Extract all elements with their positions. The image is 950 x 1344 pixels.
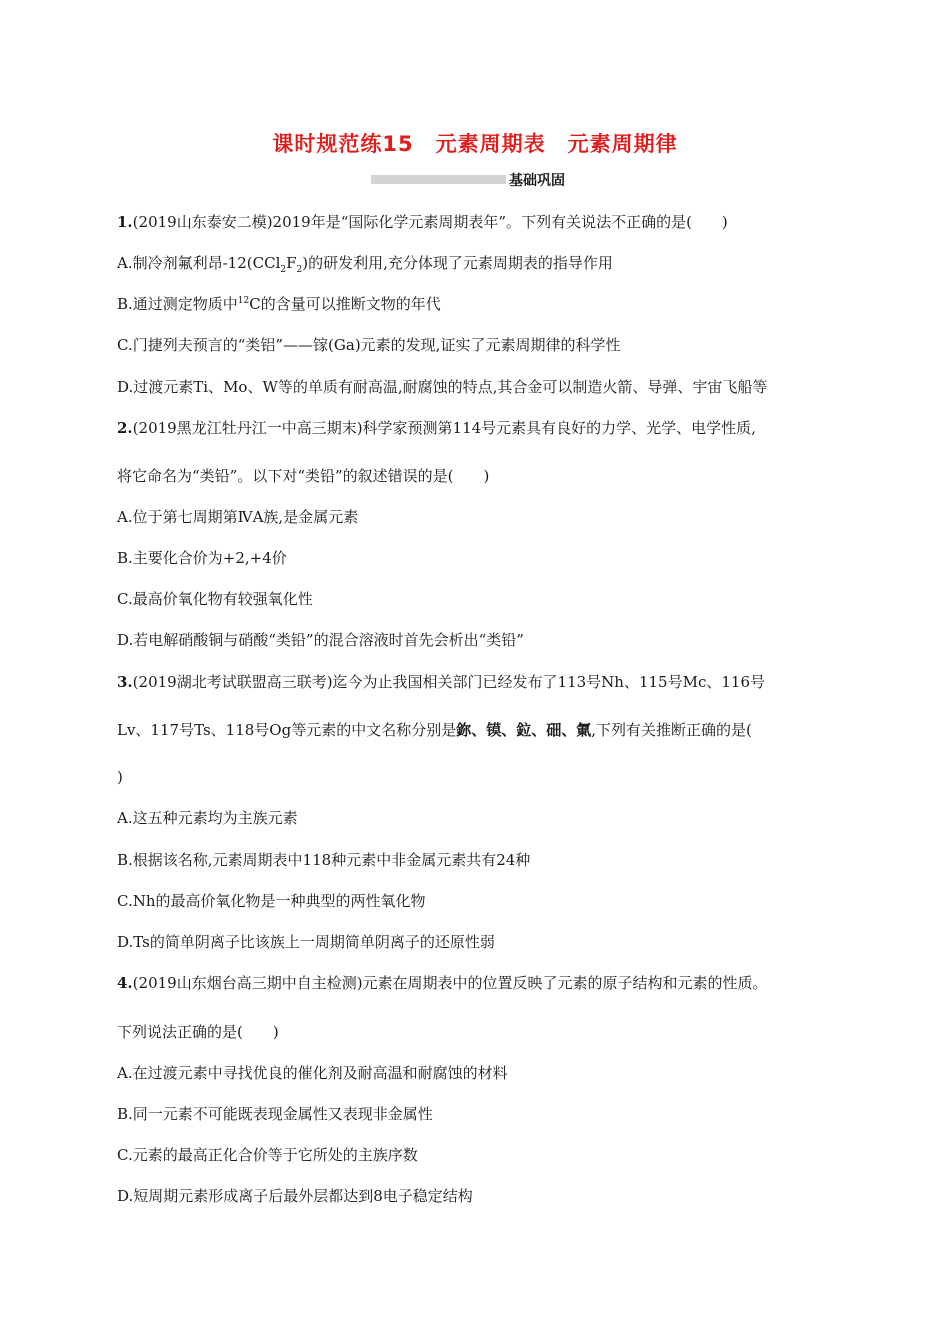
- question-2-text: (2019黑龙江牡丹江一中高三期末)科学家预测第114号元素具有良好的力学、光学、电学性质,: [132, 419, 756, 437]
- question-4-number: 4.: [117, 974, 133, 992]
- subscript: 2: [296, 265, 303, 275]
- section-divider-bar: [371, 175, 506, 184]
- question-1-stem: [117, 212, 728, 232]
- question-4-option-c: C.元素的最高正化合价等于它所处的主族序数: [117, 1146, 418, 1164]
- question-2-option-a: A.位于第七周期第ⅣA族,是金属元素: [117, 508, 359, 526]
- question-2-number: 2.: [117, 419, 133, 437]
- question-3-stem-line2: [117, 720, 752, 740]
- question-3-number: 3.: [117, 673, 133, 691]
- question-4-option-a: A.在过渡元素中寻找优良的催化剂及耐高温和耐腐蚀的材料: [117, 1064, 508, 1082]
- question-4-stem: [117, 973, 768, 993]
- question-4-text: (2019山东烟台高三期中自主检测)元素在周期表中的位置反映了元素的原子结构和元素的性质。: [132, 974, 768, 992]
- option-text: )的研发利用,充分体现了元素周期表的指导作用: [302, 254, 613, 272]
- option-text: A.制冷剂氟利昂-12(CCl: [117, 254, 281, 272]
- option-text: F: [286, 254, 297, 272]
- option-text: B.通过测定物质中: [117, 295, 238, 313]
- question-3-text: Lv、117号Ts、118号Og等元素的中文名称分别是: [117, 721, 457, 739]
- question-3-text: (2019湖北考试联盟高三联考)迄今为止我国相关部门已经发布了113号Nh、115号Mc、116号: [132, 673, 765, 691]
- question-2-option-b: B.主要化合价为+2,+4价: [117, 549, 287, 567]
- question-3-text: ,下列有关推断正确的是(: [591, 721, 752, 739]
- question-2-stem-line2: 将它命名为“类铅”。以下对“类铅”的叙述错误的是( ): [117, 467, 490, 485]
- question-2-stem: [117, 418, 756, 438]
- subscript: 2: [280, 265, 287, 275]
- question-3-stem-line3: ): [117, 768, 123, 786]
- question-3-stem: [117, 672, 765, 692]
- question-1-option-a: [117, 253, 613, 273]
- question-1-number: 1.: [117, 213, 133, 231]
- question-1-text: (2019山东泰安二模)2019年是“国际化学元素周期表年”。下列有关说法不正确的是( ): [132, 213, 728, 231]
- section-heading: 基础巩固: [509, 173, 565, 189]
- question-4-option-b: B.同一元素不可能既表现金属性又表现非金属性: [117, 1105, 433, 1123]
- page-title: 课时规范练15 元素周期表 元素周期律: [272, 132, 678, 156]
- question-3-option-c: C.Nh的最高价氧化物是一种典型的两性氧化物: [117, 892, 426, 910]
- question-3-option-a: A.这五种元素均为主族元素: [117, 809, 298, 827]
- question-4-stem-line2: 下列说法正确的是( ): [117, 1023, 279, 1041]
- question-1-option-d: D.过渡元素Ti、Mo、W等的单质有耐高温,耐腐蚀的特点,其合金可以制造火箭、导弹、宇宙飞船等: [117, 378, 768, 396]
- question-3-option-d: D.Ts的简单阴离子比该族上一周期简单阴离子的还原性弱: [117, 933, 495, 951]
- superscript: 12: [237, 296, 250, 306]
- question-1-option-c: C.门捷列夫预言的“类铝”——镓(Ga)元素的发现,证实了元素周期律的科学性: [117, 336, 621, 354]
- question-4-option-d: D.短周期元素形成离子后最外层都达到8电子稳定结构: [117, 1187, 473, 1205]
- question-1-option-b: [117, 294, 441, 314]
- question-2-option-c: C.最高价氧化物有较强氧化性: [117, 590, 313, 608]
- question-2-option-d: D.若电解硝酸铜与硝酸“类铅”的混合溶液时首先会析出“类铅”: [117, 631, 524, 649]
- question-3-option-b: B.根据该名称,元素周期表中118种元素中非金属元素共有24种: [117, 851, 531, 869]
- element-names: 鉨、镆、鉝、鿬、氭: [456, 721, 592, 739]
- option-text: C的含量可以推断文物的年代: [249, 295, 441, 313]
